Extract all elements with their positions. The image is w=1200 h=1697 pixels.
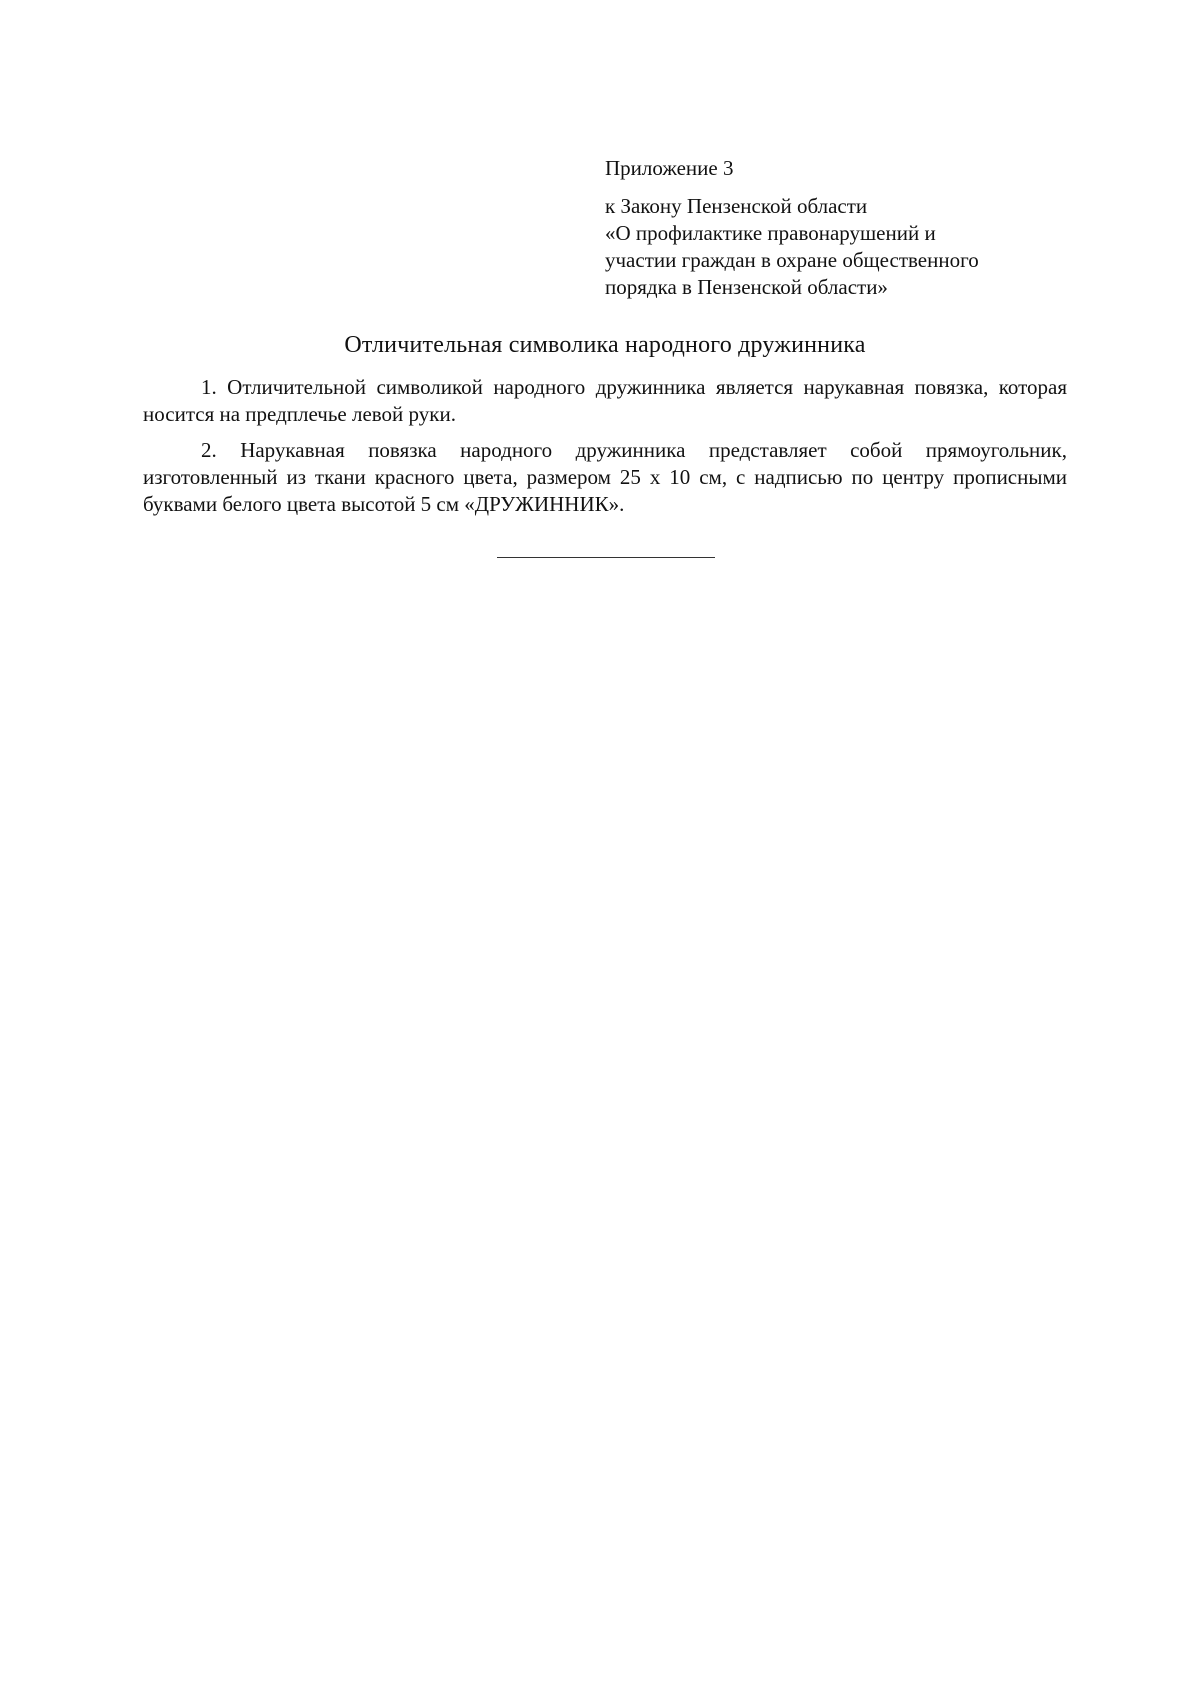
law-reference-line: к Закону Пензенской области — [605, 194, 868, 218]
clause-paragraph: 2. Нарукавная повязка народного дружинника представляет собой прямоугольник, изготовленный из ткани красного цвета, размером 25 х 10 см, с надписью по центру прописными буквами белого цвета высотой 5 см «ДРУЖИННИК». — [143, 438, 1067, 516]
law-reference-line: «О профилактике правонарушений и — [605, 221, 936, 245]
clauses-list — [143, 374, 1067, 527]
law-reference-line: участии граждан в охране общественного — [605, 248, 979, 272]
end-separator-line — [497, 557, 715, 558]
appendix-header — [605, 155, 1075, 301]
appendix-number: Приложение 3 — [605, 156, 734, 180]
law-reference-line: порядка в Пензенской области» — [605, 275, 888, 299]
clause-paragraph: 1. Отличительной символикой народного дружинника является нарукавная повязка, которая носится на предплечье левой руки. — [143, 375, 1067, 426]
document-title: Отличительная символика народного дружинника — [344, 332, 866, 358]
